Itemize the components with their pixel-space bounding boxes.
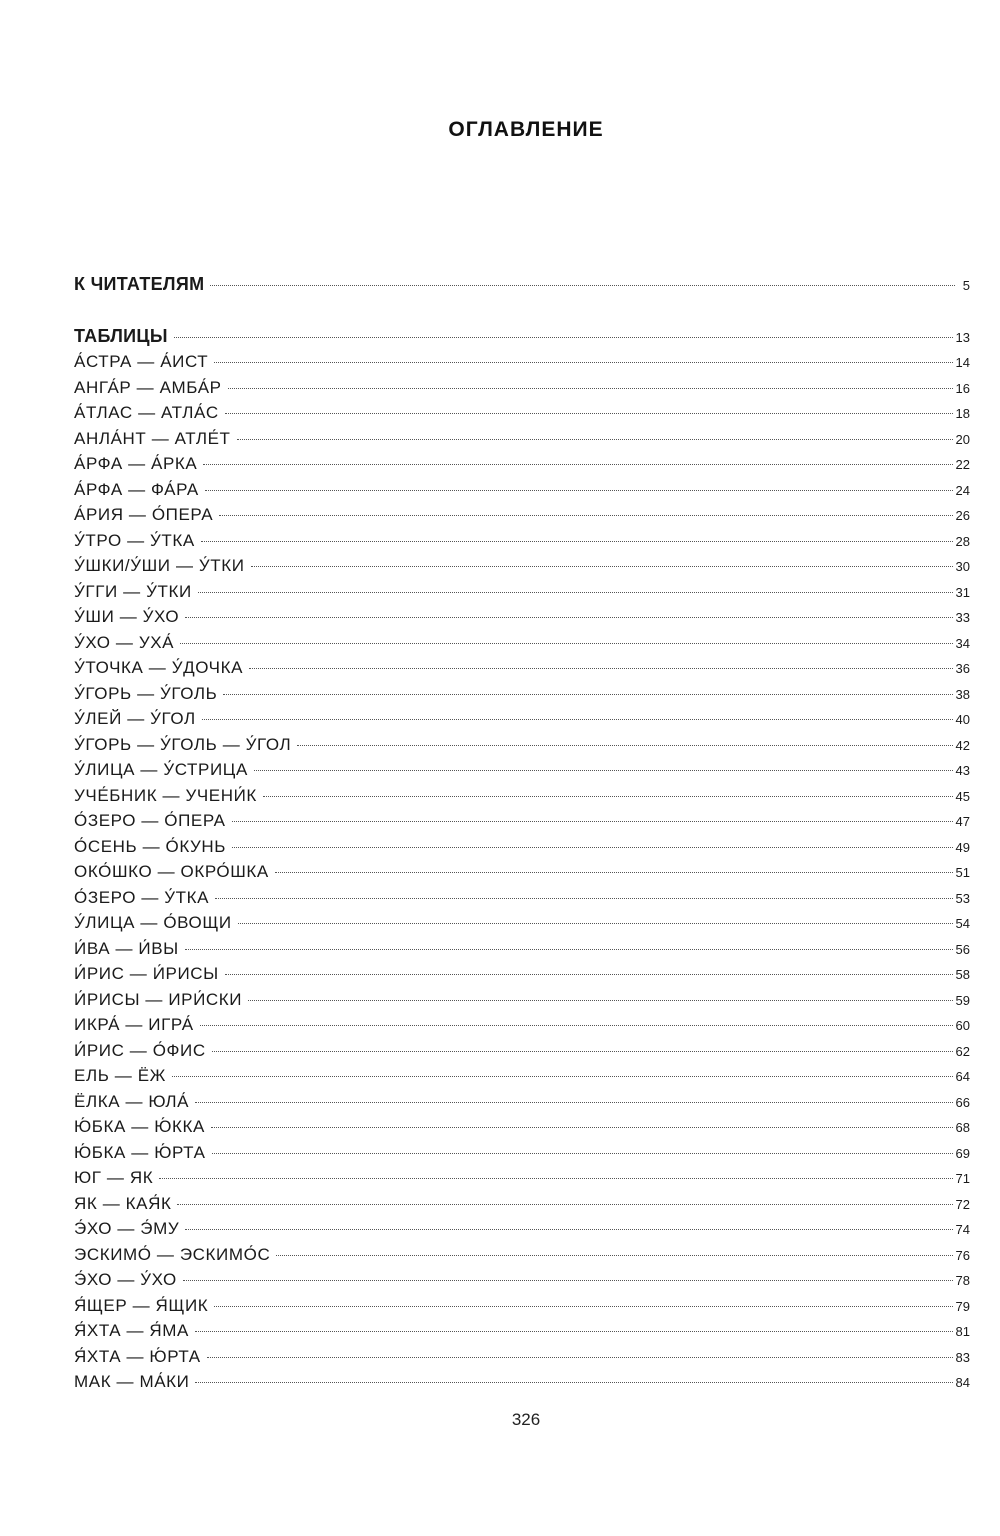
page-number: 326 [511,1410,541,1429]
dot-leader [159,1178,952,1179]
toc-entry-page: 53 [955,890,970,906]
dot-leader [254,770,953,771]
toc-entry[interactable] [74,1293,970,1319]
toc-entry[interactable] [74,1038,970,1064]
toc-entry-page: 56 [955,941,970,957]
toc-entry-title: О́СЕНЬ — О́КУНЬ [74,836,227,856]
toc-entry[interactable] [74,502,970,528]
toc-entry[interactable] [74,859,970,885]
toc-entry[interactable] [74,681,970,707]
toc-entry[interactable] [74,1242,970,1268]
dot-leader [200,1025,953,1026]
dot-leader [263,796,953,797]
toc-entry-page: 33 [955,610,970,625]
toc-entry-page: 40 [955,712,970,727]
page-title: ОГЛАВЛЕНИЕ [448,118,604,141]
toc-entry-title: И́ВА — И́ВЫ [74,938,179,958]
dot-leader [214,1306,952,1307]
toc-entry-page: 79 [955,1298,970,1314]
toc-entry[interactable] [74,477,970,503]
toc-entry-title: У́ТОЧКА — У́ДОЧКА [74,658,244,677]
toc-entry-page: 64 [955,1069,970,1084]
toc-entry-page: 83 [955,1349,970,1365]
toc-entry[interactable] [74,1267,970,1293]
toc-entry[interactable] [74,579,970,605]
toc-entry-title: ЯК — КАЯ́К [74,1193,172,1213]
toc-entry-title: У́ШКИ/У́ШИ — У́ТКИ [74,556,245,575]
toc-entry-page: 14 [955,355,970,370]
toc-entry-title: И́РИС — О́ФИС [74,1040,206,1060]
toc-entry-page: 43 [955,763,970,778]
toc-entry-page: 5 [962,278,970,293]
toc-entry-title: А́РФА — ФА́РА [74,479,199,499]
dot-leader [275,872,953,873]
dot-leader [195,1102,952,1103]
toc-entry-title: У́ЛИЦА — О́ВОЩИ [74,913,232,932]
toc-entry[interactable] [74,1318,970,1344]
section-spacer [74,298,970,324]
toc-entry-page: 51 [955,865,970,880]
toc-entry-page: 22 [955,457,970,472]
toc-entry[interactable] [74,732,970,758]
toc-entry-title: МАК — МА́КИ [74,1372,190,1391]
toc-entry-title: А́ТЛАС — АТЛА́С [74,403,219,422]
toc-entry-title: ОКО́ШКО — ОКРО́ШКА [74,862,269,881]
toc-entry-title: ЕЛЬ — ЁЖ [74,1066,166,1085]
toc-entry-page: 18 [955,406,970,421]
dot-leader [203,464,952,465]
toc-entry-page: 28 [955,533,970,549]
dot-leader [249,668,953,669]
toc-section-tables[interactable] [74,324,970,350]
dot-leader [180,643,952,644]
toc-entry[interactable] [74,400,970,426]
toc-entry[interactable] [74,528,970,554]
dot-leader [185,617,952,618]
dot-leader [251,566,953,567]
toc-entry-page: 78 [955,1273,970,1288]
dot-leader [248,1000,952,1001]
toc-entry-title: ЮГ — ЯК [74,1168,154,1187]
dot-leader [219,515,952,516]
table-of-contents [74,272,970,1395]
toc-entry[interactable] [74,1344,970,1370]
toc-entry[interactable] [74,1216,970,1242]
toc-entry[interactable] [74,1191,970,1217]
toc-entry[interactable] [74,553,970,579]
toc-entry[interactable] [74,451,970,477]
toc-entry[interactable] [74,1369,970,1395]
toc-entry-title: Э́ХО — Э́МУ [74,1219,180,1238]
toc-entry-page: 68 [955,1120,970,1135]
toc-entry[interactable] [74,885,970,911]
dot-leader [297,745,952,746]
toc-entry-page: 72 [955,1196,970,1212]
toc-entry-title: Ю́БКА — Ю́ККА [74,1117,205,1136]
toc-entry-title: ИКРА́ — ИГРА́ [74,1015,194,1034]
toc-entry-title: ЁЛКА — ЮЛА́ [74,1091,190,1111]
toc-entry-page: 30 [955,559,970,574]
toc-entry[interactable] [74,987,970,1013]
toc-entry-intro[interactable] [74,272,970,298]
toc-entry-page: 20 [955,431,970,447]
dot-leader [174,337,953,338]
dot-leader [214,362,952,363]
dot-leader [238,923,953,924]
toc-entry[interactable] [74,910,970,936]
dot-leader [232,821,953,822]
dot-leader [195,1382,952,1383]
toc-entry[interactable] [74,655,970,681]
dot-leader [210,285,955,286]
toc-entry-page: 58 [955,967,970,982]
toc-entry-title: А́РИЯ — О́ПЕРА [74,505,214,524]
toc-entry-page: 69 [955,1145,970,1161]
toc-entry-page: 54 [955,916,970,931]
toc-entry-page: 34 [955,635,970,651]
toc-entry[interactable] [74,349,970,375]
toc-entry-title: АНГА́Р — АМБА́Р [74,377,222,397]
toc-entry[interactable] [74,1089,970,1115]
dot-leader [195,1331,953,1332]
toc-entry-title: О́ЗЕРО — О́ПЕРА [74,811,226,830]
dot-leader [211,1127,953,1128]
toc-entry-title: О́ЗЕРО — У́ТКА [74,887,210,907]
toc-entry-title: ЭСКИМО́ — ЭСКИМО́С [74,1244,271,1264]
toc-entry-title: У́ХО — УХА́ [74,632,175,652]
dot-leader [215,898,952,899]
toc-entry-title: У́ШИ — У́ХО [74,607,180,626]
dot-leader [232,847,952,848]
toc-entry-page: 76 [955,1247,970,1263]
toc-entry-page: 74 [955,1222,970,1237]
toc-entry-page: 60 [955,1018,970,1033]
toc-entries [74,349,970,1395]
toc-entry-title: У́ТРО — У́ТКА [74,530,195,550]
toc-entry-page: 45 [955,788,970,804]
toc-entry-title: К ЧИТАТЕЛЯМ [74,274,205,294]
toc-entry-title: Ю́БКА — Ю́РТА [74,1142,206,1162]
toc-entry-page: 62 [955,1043,970,1059]
toc-entry-title: Я́ХТА — Ю́РТА [74,1346,201,1366]
dot-leader [237,439,953,440]
toc-entry-page: 81 [955,1324,970,1339]
toc-entry[interactable] [74,961,970,987]
toc-entry[interactable] [74,1063,970,1089]
toc-entry[interactable] [74,375,970,401]
toc-entry[interactable] [74,808,970,834]
dot-leader [225,974,953,975]
toc-entry-title: УЧЕ́БНИК — УЧЕНИ́К [74,785,257,805]
dot-leader [185,1229,952,1230]
dot-leader [205,490,953,491]
toc-entry-title: У́ГОРЬ — У́ГОЛЬ [74,683,218,703]
toc-entry-page: 66 [955,1094,970,1110]
dot-leader [202,719,953,720]
toc-entry-page: 38 [955,686,970,702]
toc-entry-title: У́ЛЕЙ — У́ГОЛ [74,709,196,728]
toc-entry-page: 84 [955,1375,970,1390]
toc-entry[interactable] [74,426,970,452]
dot-leader [201,541,953,542]
toc-section-title: ТАБЛИЦЫ [74,325,168,346]
toc-entry-title: А́СТРА — А́ИСТ [74,352,209,371]
toc-entry-page: 16 [955,380,970,396]
toc-entry-title: А́РФА — А́РКА [74,454,198,473]
toc-entry-title: АНЛА́НТ — АТЛЕ́Т [74,428,231,448]
toc-entry-title: Э́ХО — У́ХО [74,1270,177,1289]
toc-entry[interactable] [74,1114,970,1140]
dot-leader [212,1051,953,1052]
toc-entry-title: Я́ХТА — Я́МА [74,1321,189,1340]
toc-entry[interactable] [74,1165,970,1191]
toc-entry[interactable] [74,783,970,809]
dot-leader [177,1204,952,1205]
toc-entry-title: У́ГОРЬ — У́ГОЛЬ — У́ГОЛ [74,734,292,754]
dot-leader [225,413,953,414]
dot-leader [228,388,953,389]
toc-entry[interactable] [74,630,970,656]
toc-entry[interactable] [74,936,970,962]
dot-leader [212,1153,953,1154]
toc-entry[interactable] [74,757,970,783]
toc-entry-page: 71 [955,1171,970,1186]
dot-leader [185,949,953,950]
toc-entry-title: И́РИСЫ — ИРИ́СКИ [74,989,243,1009]
toc-section-page: 13 [955,329,970,345]
toc-entry-page: 36 [955,661,970,676]
toc-entry[interactable] [74,604,970,630]
toc-entry[interactable] [74,834,970,860]
dot-leader [207,1357,953,1358]
toc-entry-page: 47 [955,814,970,829]
toc-entry-page: 49 [955,839,970,855]
dot-leader [276,1255,952,1256]
toc-entry[interactable] [74,1012,970,1038]
dot-leader [183,1280,953,1281]
toc-entry-title: У́ГГИ — У́ТКИ [74,581,192,601]
toc-entry-page: 42 [955,737,970,753]
dot-leader [172,1076,953,1077]
dot-leader [198,592,953,593]
toc-entry-page: 24 [955,482,970,498]
toc-entry[interactable] [74,1140,970,1166]
toc-entry-page: 26 [955,508,970,523]
toc-entry[interactable] [74,706,970,732]
toc-entry-title: Я́ЩЕР — Я́ЩИК [74,1295,209,1315]
toc-entry-title: У́ЛИЦА — У́СТРИЦА [74,760,248,779]
toc-entry-page: 31 [955,584,970,600]
toc-entry-title: И́РИС — И́РИСЫ [74,964,219,983]
toc-entry-page: 59 [955,992,970,1008]
dot-leader [223,694,952,695]
